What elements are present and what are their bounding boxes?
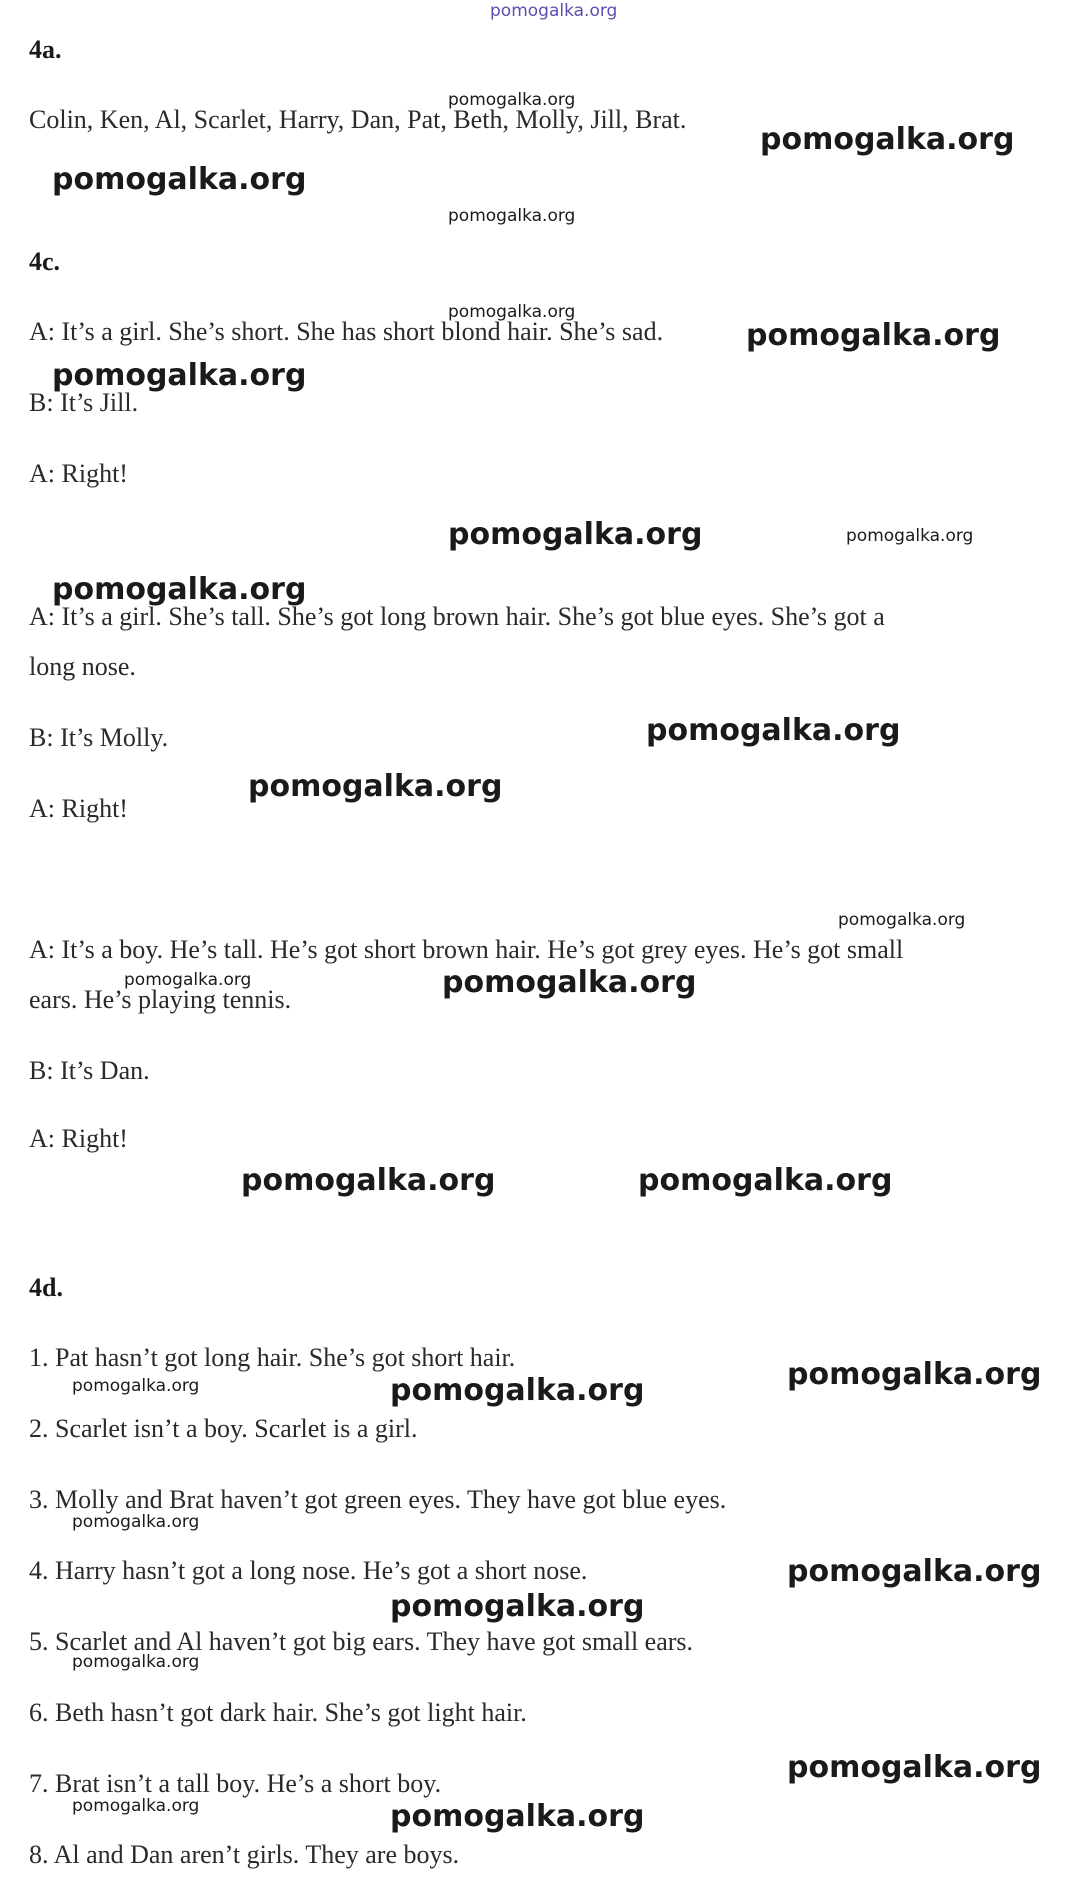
watermark: pomogalka.org — [838, 910, 966, 930]
list-item: 3. Molly and Brat haven’t got green eyes. They have got blue eyes. — [29, 1485, 727, 1514]
watermark: pomogalka.org — [241, 1163, 496, 1198]
dialog-2-line-a-1: A: It’s a girl. She’s tall. She’s got long brown hair. She’s got blue eyes. She’s got a — [29, 602, 885, 631]
dialog-1-line-b: B: It’s Jill. — [29, 388, 139, 417]
list-item: 4. Harry hasn’t got a long nose. He’s got a short nose. — [29, 1556, 588, 1585]
watermark: pomogalka.org — [787, 1750, 1042, 1785]
dialog-2-line-a-2: long nose. — [29, 652, 136, 681]
dialog-2-line-b: B: It’s Molly. — [29, 723, 169, 752]
dialog-1-line-a: A: It’s a girl. She’s short. She has short blond hair. She’s sad. — [29, 317, 664, 346]
list-item: 5. Scarlet and Al haven’t got big ears. They have got small ears. — [29, 1627, 694, 1656]
watermark: pomogalka.org — [638, 1163, 893, 1198]
watermark: pomogalka.org — [248, 769, 503, 804]
watermark: pomogalka.org — [448, 90, 576, 110]
dialog-3-line-a-2: ears. He’s playing tennis. — [29, 985, 292, 1014]
watermark: pomogalka.org — [448, 302, 576, 322]
watermark: pomogalka.org — [72, 1512, 200, 1532]
watermark: pomogalka.org — [52, 572, 307, 607]
watermark: pomogalka.org — [787, 1554, 1042, 1589]
watermark: pomogalka.org — [646, 713, 901, 748]
dialog-1-line-a2: A: Right! — [29, 459, 128, 488]
watermark: pomogalka.org — [448, 206, 576, 226]
dialog-3-line-b: B: It’s Dan. — [29, 1056, 150, 1085]
watermark: pomogalka.org — [390, 1373, 645, 1408]
watermark: pomogalka.org — [787, 1357, 1042, 1392]
watermark: pomogalka.org — [390, 1589, 645, 1624]
list-item: 7. Brat isn’t a tall boy. He’s a short boy. — [29, 1769, 442, 1798]
list-item: 2. Scarlet isn’t a boy. Scarlet is a girl. — [29, 1414, 418, 1443]
watermark: pomogalka.org — [442, 965, 697, 1000]
watermark: pomogalka.org — [390, 1799, 645, 1834]
list-item: 8. Al and Dan aren’t girls. They are boys. — [29, 1840, 460, 1869]
dialog-3-line-a2: A: Right! — [29, 1124, 128, 1153]
header-watermark: pomogalka.org — [490, 1, 618, 21]
watermark: pomogalka.org — [124, 970, 252, 990]
watermark: pomogalka.org — [72, 1652, 200, 1672]
list-item: 1. Pat hasn’t got long hair. She’s got short hair. — [29, 1343, 516, 1372]
watermark: pomogalka.org — [746, 318, 1001, 353]
dialog-2-line-a2: A: Right! — [29, 794, 128, 823]
watermark: pomogalka.org — [760, 122, 1015, 157]
watermark: pomogalka.org — [52, 358, 307, 393]
watermark: pomogalka.org — [448, 517, 703, 552]
section-4c-heading: 4c. — [29, 247, 61, 276]
watermark: pomogalka.org — [72, 1376, 200, 1396]
list-item: 6. Beth hasn’t got dark hair. She’s got light hair. — [29, 1698, 527, 1727]
section-4a-names: Colin, Ken, Al, Scarlet, Harry, Dan, Pat, Beth, Molly, Jill, Brat. — [29, 105, 687, 134]
watermark: pomogalka.org — [52, 162, 307, 197]
watermark: pomogalka.org — [72, 1796, 200, 1816]
dialog-3-line-a-1: A: It’s a boy. He’s tall. He’s got short brown hair. He’s got grey eyes. He’s got small — [29, 935, 904, 964]
section-4d-heading: 4d. — [29, 1273, 63, 1302]
section-4a-heading: 4a. — [29, 35, 62, 64]
watermark: pomogalka.org — [846, 526, 974, 546]
